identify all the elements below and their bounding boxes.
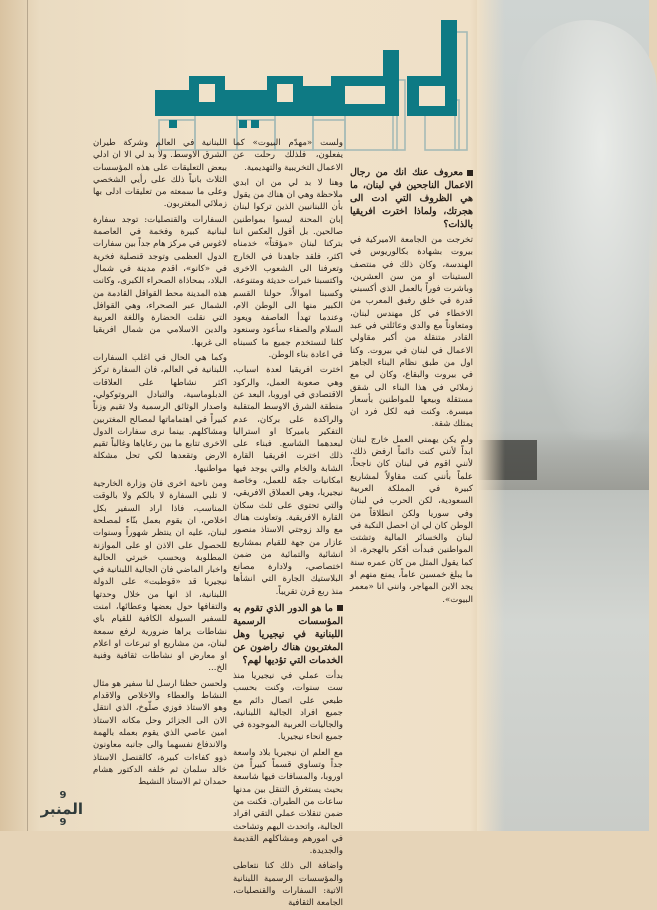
brand-name: المنبر bbox=[40, 800, 83, 818]
paragraph: تخرجت من الجامعة الاميركية في بيروت بشهادة بكالوريوس في الهندسة، وكان ذلك في منتصف الستينات او من سن العشرين، وباشرت فوراً بالعمل الذي أكسبني قدرة في خلق رفيق المعرب من الاخطاء في كل مهندس لبنان، ومتعاوناً مع والدي وعائلتي في عبد القادر متنقلة من أكبر مقاولي الاعمال في لبنان في بيروت. وكنا اول من طبق نظام البناء الجاهز في بيروت والبقاع، وكان لي مع زملائي في هذا البناء الى شقق مستقلة وبيعها للمواطنين بأسعار ميسرة. وكنت فيه لكل فرد ان يمتلك شقة. bbox=[350, 235, 473, 430]
bullet-square-icon bbox=[467, 170, 473, 176]
interview-question-2 bbox=[233, 602, 343, 667]
question-1-text: معروف عنك انك من رجال الاعمال الناجحين في لبنان، ما هي الظروف التي ادت الى هجرتك، ولماذا اخترت افريقيا بالذات؟ bbox=[350, 167, 473, 230]
paragraph: وكما هي الحال في اغلب السفارات اللبنانية في العالم، فان السفارة تركز اكثر نشاطها على العلاقات الدبلوماسية، والتبادل البروتوكولي، واصدار الوثائق الرسمية ولا تقيم وزناً كبيراً في اهتماماتها لمصالح المغتربين ومشاكلهم. بينما نرى سفارات الدول الاخرى تتابع ما بين رعاياها وغالباً تقيم الارض وتقعدها لكي تحل مشكلة مواطنيها. bbox=[93, 353, 227, 474]
article-column-middle bbox=[233, 137, 343, 909]
paragraph: اللبنانية في العالم وشركة طيران الشرق الاوسط. ولا بد لي الا ان ادلي ببعض التعليقات على هذه المؤسسات الثلاث بانياً ذلك على رأيي الشخصي وعلى ما سمعته من تعليقات ادلى بها زملائي المغتربون. bbox=[93, 138, 227, 210]
paragraph: ولست «مهدّم البيوت» كما يفعلون، فلذلك رحلت عن الاعمال التخريبية والتهديمية. bbox=[233, 138, 343, 173]
bullet-square-icon bbox=[337, 605, 343, 611]
paragraph: اخترت افريقيا لعدة اسباب، وهي صعوبة العمل، والركود الاقتصادي في اوروبا، البعد عن منطقة الشرق الاوسط المتقلبة والراكدة على بركان، عدم التفكير باميركا او استراليا لبعدهما الشاسع. فبناء على ذلك اخترت افريقيا القارة الشابة والخام والتي يوجد فيها امكانيات جمّة للعمل، وخاصة نيجيريا، وهي العملاق الافريقي، والتي تحتوي على ثلث سكان القارة الافريقية. وتعاونت هناك مع والد زوجتي الاستاذ منصور عازار من جهة للقيام بمشاريع انشائية والتمائية من ضمن اختصاصي، ولادارة مصانع البلاستيك الجارة التي انشأها منذ ربع قرن تقريباً. bbox=[233, 365, 343, 597]
page-number-bottom: 9 bbox=[59, 817, 67, 828]
photo-face-highlight bbox=[517, 20, 657, 440]
question-2-text: ما هو الدور الذي تقوم به المؤسسات الرسمية اللبنانية في نيجيريا وهل المغتربون هناك راضون عن الخدمات التي تؤديها لهم؟ bbox=[233, 602, 343, 666]
margin-rule bbox=[27, 0, 28, 831]
paragraph: واضافة الى ذلك كنا نتعاطى والمؤسسات الرسمية اللبنانية الاتية: السفارات والقنصليات، الجامعة الثقافية bbox=[233, 861, 343, 909]
photo-edge-fade bbox=[477, 0, 505, 831]
paragraph: وهنا لا بد لي من ان ابدي ملاحظة وهي ان هناك من يقول بأن اللبنانيين الذين تركوا لبنان إبان المحنة ليسوا بمواطنين صالحين. بل أقول العكس اننا بتركنا لبنان «مؤقتاً» خدمناه اكثر، فلقد جاهدنا في الخارج وتعرفنا الى الشعوب الاخرى واكتسبنا خبرات حديثة ومتنوعة، وكسبنا اموالاً، حولنا القسم الكبير منها الى الوطن الام، وعندما تهدأ العاصفة ويعود السلام والصفاء سأعود وسنعود كلنا لنستخدم جميع ما كسبناه في اعادة بناء الوطن. bbox=[233, 177, 343, 361]
interview-question-1 bbox=[350, 166, 473, 231]
paragraph: بدأت عملي في نيجيريا منذ ست سنوات، وكنت بحسب طبعي على اتصال دائم مع جميع افراد الجالية اللبنانية، والجاليات العربية الموجودة في جميع انحاء نيجيريا. bbox=[233, 670, 343, 743]
paragraph: ولم يكن يهمني العمل خارج لبنان ابداً لأنني كنت دائماً ارفض ذلك، لأنني اقوم في لبنان كان ناجحاً، علماً بأنني كنت مقاولاً لمشاريع كبيرة في المملكة العربية السعودية، لكن الحرب في لبنان وفي سوريا ولكن انطلاقاً من الوطن كان لي ان احصل النكبة في لبنان والخسائر المالية وتشتت المواطنين فبدأت أفكر بالهجرة، اذ كما يقول المثل من كان عمره سنة ما يبلغ خمسين عاماً، يمنع منهم او يجد الابن المهاجر، وانني انا «معمر البيوت». bbox=[350, 434, 473, 605]
article-column-left bbox=[93, 137, 227, 827]
magazine-brand bbox=[40, 790, 83, 828]
paragraph: ومن ناحية اخرى فان وزارة الخارجية لا تلبي السفارة لا بالكم ولا بالوقت المناسب، فاذا اراد السفير بكل اخلاص، ان يقوم بعمل بنّاء لمصلحة لبنان، عليه ان ينتظر شهوراً وسنوات للحصول على الاذن او على الموازنة المطلوبة ويحسب خبرتي الحالية واخبار الماضي فان الجالية اللبنانية في نيجيريا قد «قوطبت» على الدولة اللبنانية، اذ انها من خلال وحدتها والتفافها حول بعضها وعطائها، امنت للسفير السيولة الكافية للقيام باي نشاطات يراها ضرورية لرفع سمعة لبنان، من مشاريع او تبرعات او اعلام او معارض او نشاطات ثقافية وفنية الخ... bbox=[93, 479, 227, 674]
logo-solid bbox=[155, 20, 457, 128]
article-column-right bbox=[350, 162, 473, 822]
paragraph: ولحسن حظنا ارسل لنا سفير هو مثال النشاط والعطاء والاخلاص والاقدام وهو الاستاذ فوزي صلّوخ، الذي انتقل الان الى الجزائر وحل مكانه الاستاذ امين عاصي الذي يقوم بعمله بالهمة والاندفاع نفسهما والى جانبه معاونون ذوو كفاءات كبيرة، كالقنصل الاستاذ خالد سلمان ثم خلفه الدكتور هشام حمدان ثم الاستاذ النشيط bbox=[93, 678, 227, 788]
portrait-photo bbox=[477, 0, 649, 831]
paragraph: السفارات والقنصليات: توجد سفارة لبنانية كبيرة وفخمة في العاصمة لاغوس في مركز هام جداً بين سفارات الدول العظمى وتوجد قنصلية فخرية في «كانو»، اقدم مدينة في شمال البلاد، بمحاذاة الصحراء الكبرى، وكانت هذه المدينة محط القوافل القادمة من الشمال عبر الصحراء، وهي القوافل التي نقلت الحضارة واللغة العربية والدين الاسلامي من شمال افريقيا الى غربها. bbox=[93, 214, 227, 348]
paragraph: مع العلم ان نيجيريا بلاد واسعة جداً وتساوي قسماً كبيراً من اوروبا، والمسافات فيها شاسعة بحيث يستغرق التنقل بين مدنها ساعات من الطيران. فكنت من ضمن تنقلات عملي التقي افراد الجالية، واتحدث اليهم وتشاحث في امورهم ومشاكلهم القديمة والجديدة. bbox=[233, 747, 343, 857]
page-number-top: 9 bbox=[59, 790, 67, 801]
